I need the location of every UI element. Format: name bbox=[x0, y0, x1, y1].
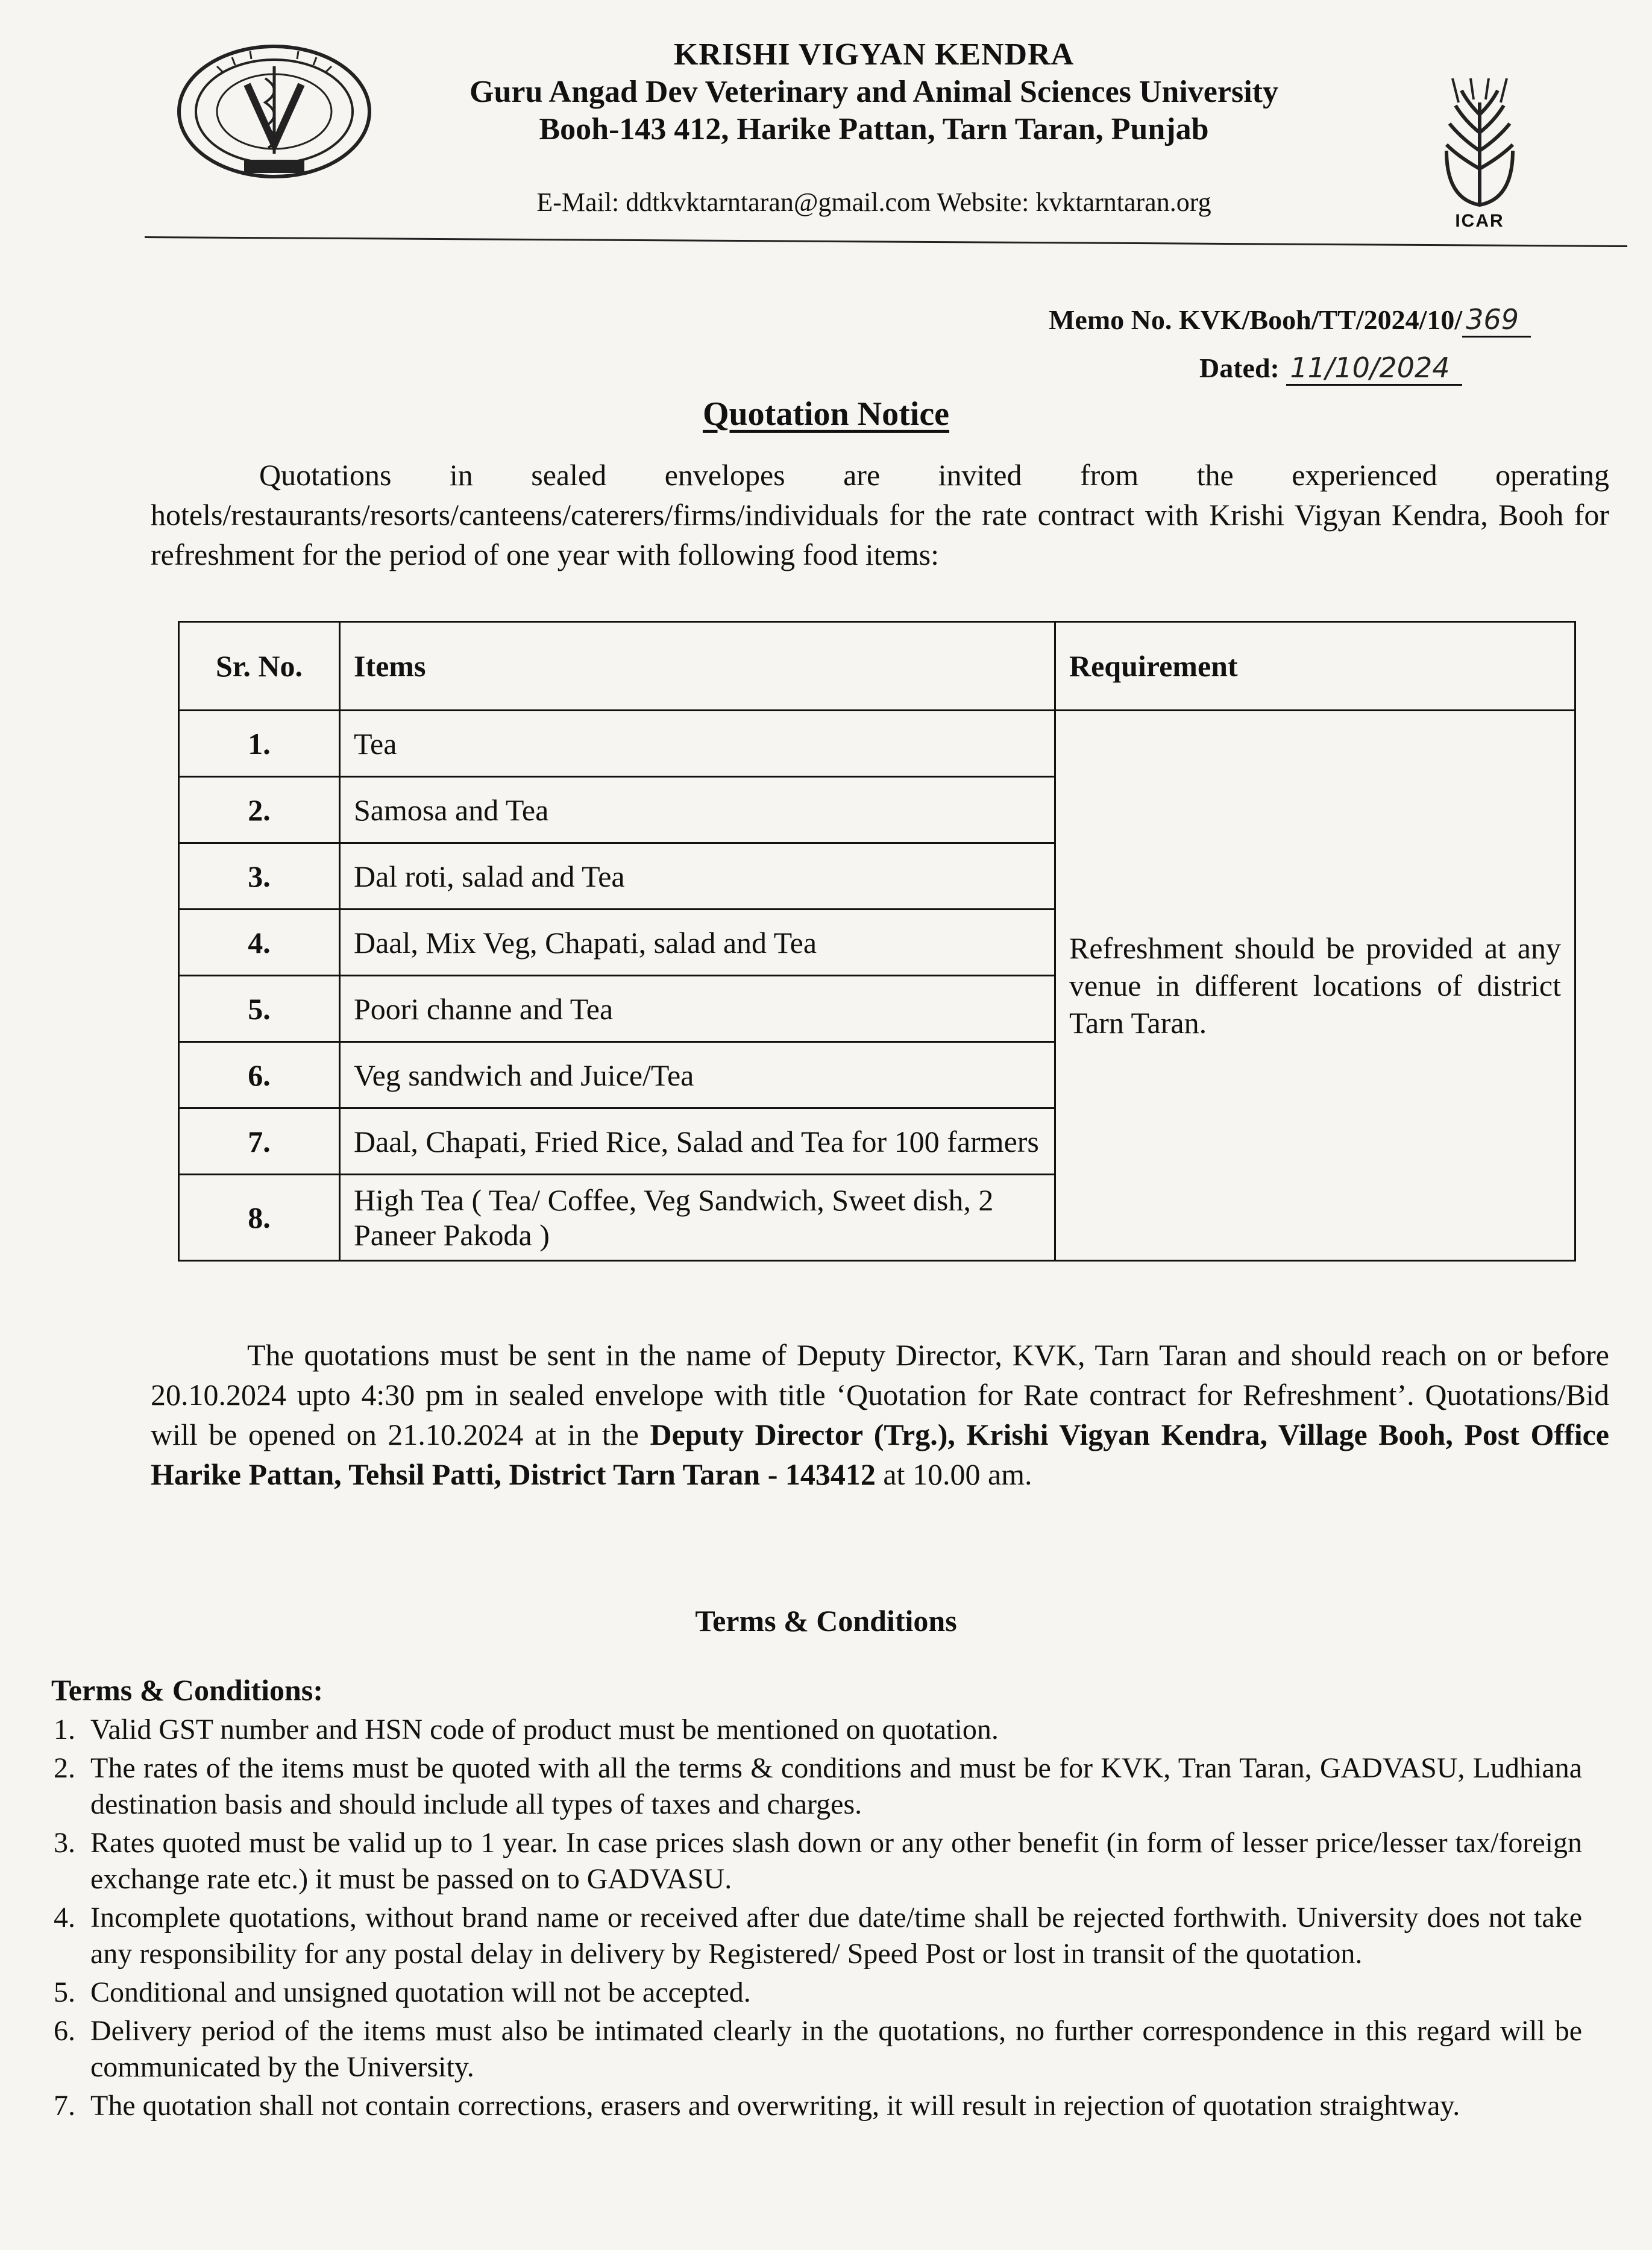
list-item bbox=[27, 2013, 1582, 2085]
page-title: Quotation Notice bbox=[702, 395, 950, 433]
term-text: Conditional and unsigned quotation will not be accepted. bbox=[90, 1976, 751, 2008]
term-text: The rates of the items must be quoted with all the terms & conditions and must be for KVK, Tran Taran, GADVASU, Ludhiana destination basis and should include all types of taxes and charges. bbox=[90, 1752, 1582, 1820]
row-number: 8. bbox=[179, 1175, 340, 1261]
list-item bbox=[27, 2088, 1582, 2124]
row-item: Tea bbox=[340, 711, 1055, 777]
address: Booh-143 412, Harike Pattan, Tarn Taran, Punjab bbox=[539, 112, 1209, 146]
memo-number-line bbox=[1049, 295, 1591, 344]
row-item: Daal, Mix Veg, Chapati, salad and Tea bbox=[340, 910, 1055, 976]
term-text: Delivery period of the items must also be intimated clearly in the quotations, no further correspondence in this regard will be communicated by the University. bbox=[90, 2015, 1582, 2083]
term-text: Rates quoted must be valid up to 1 year. In case prices slash down or any other benefit (in form of lesser price/lesser tax/foreign exchange rate etc.) it must be passed on to GADVASU. bbox=[90, 1827, 1582, 1895]
term-text: The quotation shall not contain corrections, erasers and overwriting, it will result in rejection of quotation straightway. bbox=[90, 2090, 1460, 2122]
row-number: 1. bbox=[179, 711, 340, 777]
memo-date: 11/10/2024 bbox=[1286, 351, 1462, 386]
food-items-table bbox=[178, 621, 1576, 1262]
row-item: Daal, Chapati, Fried Rice, Salad and Tea for 100 farmers bbox=[340, 1108, 1055, 1175]
memo-label: Memo No. KVK/Booh/TT/2024/10/ bbox=[1049, 304, 1463, 335]
row-number: 4. bbox=[179, 910, 340, 976]
terms-section-title: Terms & Conditions bbox=[695, 1604, 957, 1638]
term-number: 5. bbox=[54, 1976, 75, 2008]
term-text: Valid GST number and HSN code of product must be mentioned on quotation. bbox=[90, 1714, 999, 1746]
table-header-row bbox=[179, 622, 1575, 711]
icar-caption: ICAR bbox=[1455, 211, 1504, 231]
row-item: Poori channe and Tea bbox=[340, 976, 1055, 1042]
submission-text: The quotations must be sent in the name of Deputy Director, KVK, Tarn Taran and should reach on or before 20.10.2024 upto 4:30 pm in sealed envelope with title ‘Quotation for Rate contract for Refreshment’. Quotations/Bid will be opened on 21.10.2024 at in the bbox=[151, 1338, 1609, 1451]
requirement-cell: Refreshment should be provided at any venue in different locations of district Tarn Taran. bbox=[1055, 711, 1575, 1261]
table-row bbox=[179, 711, 1575, 777]
memo-number: 369 bbox=[1462, 303, 1531, 338]
contact-line: E-Mail: ddtkvktarntaran@gmail.com Website: kvktarntaran.org bbox=[536, 187, 1211, 217]
list-item bbox=[27, 1712, 1582, 1748]
row-number: 3. bbox=[179, 843, 340, 910]
term-number: 6. bbox=[54, 2015, 75, 2047]
term-number: 2. bbox=[54, 1752, 75, 1784]
term-number: 7. bbox=[54, 2090, 75, 2122]
submission-venue: Deputy Director (Trg.), Krishi Vigyan Kendra, Village Booh, Post Office Harike Pattan, Tehsil Patti, District Tarn Taran - 143412 bbox=[151, 1418, 1609, 1491]
terms-heading: Terms & Conditions: bbox=[51, 1673, 323, 1707]
memo-block bbox=[1049, 295, 1591, 392]
university-name: Guru Angad Dev Veterinary and Animal Sciences University bbox=[470, 75, 1278, 109]
letterhead bbox=[386, 36, 1362, 148]
intro-paragraph: Quotations in sealed envelopes are invited from the experienced operating hotels/restaurants/resorts/canteens/caterers/firms/individuals for the rate contract with Krishi Vigyan Kendra, Booh for refreshment for the period of one year with following food items: bbox=[151, 458, 1609, 571]
list-item bbox=[27, 1825, 1582, 1897]
list-item bbox=[27, 1975, 1582, 2011]
term-number: 4. bbox=[54, 1902, 75, 1934]
row-item: Veg sandwich and Juice/Tea bbox=[340, 1042, 1055, 1108]
row-number: 2. bbox=[179, 777, 340, 843]
header-divider bbox=[145, 236, 1627, 247]
column-header-items: Items bbox=[340, 622, 1055, 711]
column-header-sr-no: Sr. No. bbox=[179, 622, 340, 711]
list-item bbox=[27, 1900, 1582, 1972]
term-text: Incomplete quotations, without brand name or received after due date/time shall be rejected forthwith. University does not take any responsibility for any postal delay in delivery by Registered/ Speed Post or lost in transit of the quotation. bbox=[90, 1902, 1582, 1970]
submission-paragraph bbox=[151, 1335, 1609, 1494]
list-item bbox=[27, 1750, 1582, 1823]
row-item: Samosa and Tea bbox=[340, 777, 1055, 843]
row-number: 6. bbox=[179, 1042, 340, 1108]
row-number: 7. bbox=[179, 1108, 340, 1175]
row-item: Dal roti, salad and Tea bbox=[340, 843, 1055, 910]
dated-label: Dated: bbox=[1199, 353, 1280, 383]
terms-list bbox=[27, 1712, 1582, 2126]
term-number: 1. bbox=[54, 1714, 75, 1746]
column-header-requirement: Requirement bbox=[1055, 622, 1575, 711]
row-item: High Tea ( Tea/ Coffee, Veg Sandwich, Sweet dish, 2 Paneer Pakoda ) bbox=[340, 1175, 1055, 1261]
icar-wheat-logo-icon bbox=[1434, 78, 1525, 241]
organization-name: KRISHI VIGYAN KENDRA bbox=[673, 37, 1075, 72]
university-seal-icon bbox=[175, 42, 374, 181]
submission-time: at 10.00 am. bbox=[875, 1457, 1032, 1491]
term-number: 3. bbox=[54, 1827, 75, 1859]
date-line bbox=[1049, 344, 1591, 392]
row-number: 5. bbox=[179, 976, 340, 1042]
